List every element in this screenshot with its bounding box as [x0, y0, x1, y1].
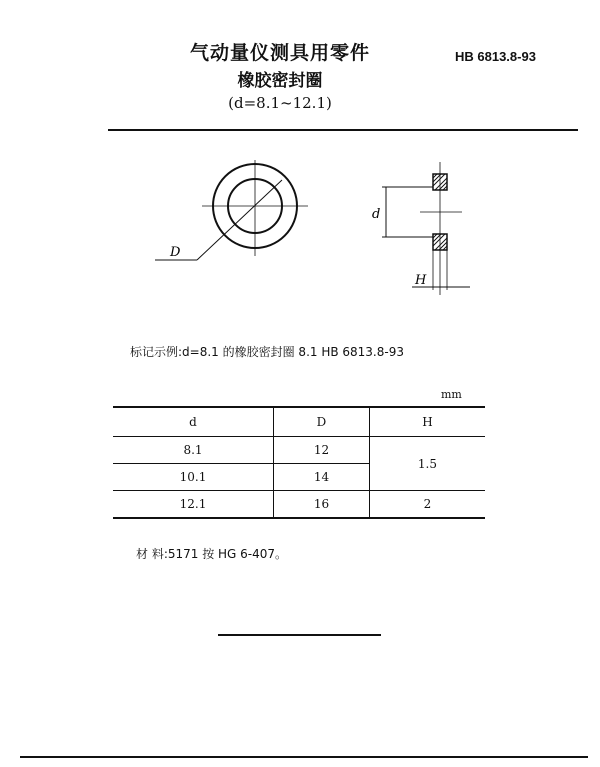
cell-d: 8.1	[113, 437, 273, 464]
size-range: (d=8.1~12.1)	[228, 94, 332, 112]
diameter-leader	[197, 180, 282, 260]
section-view	[372, 162, 470, 295]
label-D: D	[170, 245, 181, 260]
dimension-table	[113, 406, 485, 519]
page-bottom-rule	[20, 756, 588, 758]
cell-D: 16	[273, 491, 369, 519]
table-row	[113, 491, 485, 519]
cell-d: 10.1	[113, 464, 273, 491]
table-row	[113, 437, 485, 464]
cell-D: 14	[273, 464, 369, 491]
standard-code: HB 6813.8-93	[455, 49, 536, 64]
label-H: H	[415, 273, 427, 288]
header-D: D	[273, 407, 369, 437]
cell-D: 12	[273, 437, 369, 464]
technical-drawing	[150, 160, 480, 300]
table-unit: mm	[441, 388, 462, 401]
header-H: H	[369, 407, 485, 437]
cell-H-merged: 1.5	[369, 437, 485, 491]
page-title: 气动量仪测具用零件	[189, 42, 370, 64]
marking-example: 标记示例:d=8.1 的橡胶密封圈 8.1 HB 6813.8-93	[130, 345, 404, 359]
page-subtitle: 橡胶密封圈	[237, 71, 323, 91]
end-rule	[218, 634, 381, 636]
cell-H: 2	[369, 491, 485, 519]
header-d: d	[113, 407, 273, 437]
header-divider	[108, 129, 578, 131]
material-note: 材 料:5171 按 HG 6-407。	[136, 547, 288, 561]
cell-d: 12.1	[179, 497, 207, 511]
label-d: d	[372, 207, 381, 222]
front-view	[155, 160, 308, 260]
